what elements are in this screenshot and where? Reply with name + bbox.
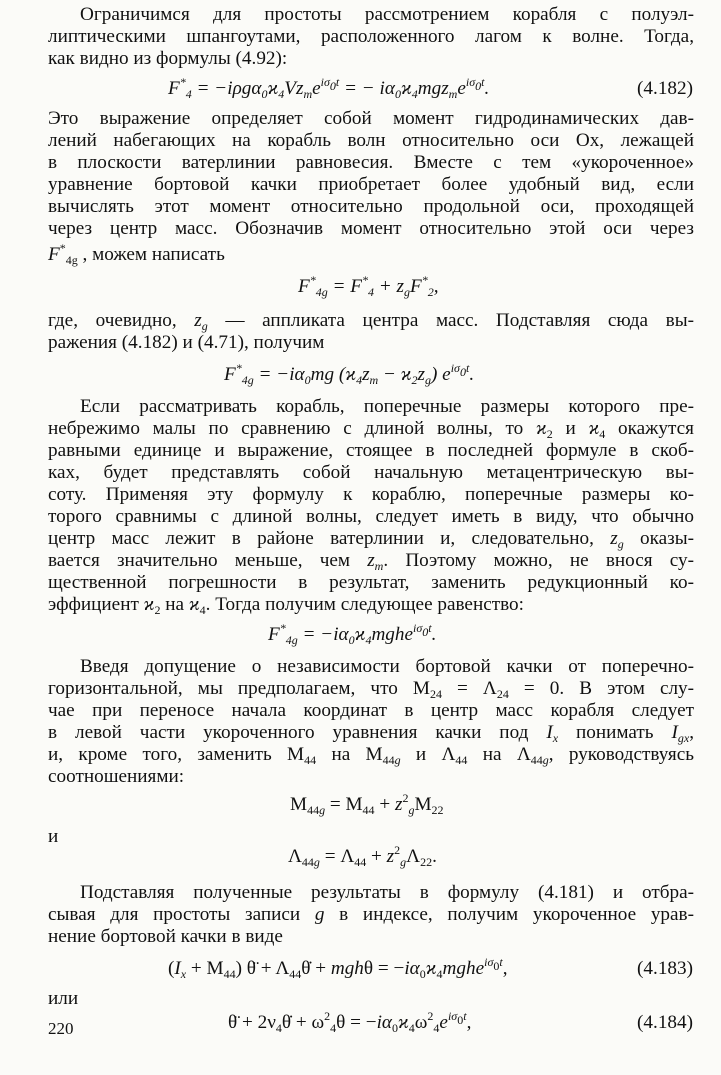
text-line: соту. Применяя эту формулу к кораблю, поперечные размеры ко-: [48, 484, 694, 505]
page-number: 220: [48, 1019, 74, 1038]
equation-number: (4.184): [637, 1012, 693, 1033]
text-line: небрежимо малы по сравнению с длиной волны, то $ϰ_2$ и $ϰ_4$ окажутся: [48, 418, 694, 441]
text-line: равными единице и выражение, стоящее в последней формуле в скоб-: [48, 440, 694, 461]
formula-m44g: $M_{44g} = M_{44} + z^2_gM_{22}$: [290, 791, 444, 817]
text-line: центр масс лежит в районе ватерлинии и, следовательно, $z_g$ оказы-: [48, 528, 694, 551]
text-line: в левой части укороченного уравнения качки под $I_x$ понимать $I_{gx}$,: [48, 722, 694, 745]
text-line: Подставляя полученные результаты в формулу (4.181) и отбра-: [80, 882, 694, 903]
text-line: соотношениями:: [48, 766, 185, 787]
text-line: вается значительно меньше, чем $z_m$. Поэтому можно, не внося су-: [48, 550, 694, 573]
formula-4-182: $F^*_4 = -i\rho g\alpha_0ϰ_4Vz_me^{i\sigma_0t}$ = − $i\alpha_0ϰ_4mgz_me^{i\sigma_0t}$.: [168, 75, 490, 101]
text-line: горизонтальной, мы предполагаем, что $M_{24} = \Lambda_{24} = 0$. В этом слу-: [48, 678, 695, 701]
text-line: ражения (4.182) и (4.71), получим: [48, 332, 325, 353]
text-line: или: [48, 988, 79, 1009]
text-line: уравнение бортовой качки приобретает более удобный вид, если: [48, 174, 694, 195]
text-line: щественной погрешности в результат, заменить редукционный ко-: [48, 572, 694, 593]
text-line: и: [48, 826, 59, 847]
text-line: торого сравнимы с длиной волны, следует иметь в виду, что обычно: [48, 506, 694, 527]
text-line: где, очевидно, $z_g$ — аппликата центра масс. Подставляя сюда вы-: [48, 310, 694, 333]
formula-lambda44g: $\Lambda_{44g} = \Lambda_{44} + z^2_g\Lambda_{22}$.: [288, 843, 437, 869]
formula-4-183: $(I_x + M_{44})$ θ̈ + $\Lambda_{44}\thetȧ + mgh\theta$ = $-i\alpha_0ϰ_4mghe^{i\sigma_0t}$,: [168, 955, 508, 981]
text-line: как видно из формулы (4.92):: [48, 48, 288, 69]
text-line: и, кроме того, заменить $M_{44}$ на $M_{44g}$ и $\Lambda_{44}$ на $\Lambda_{44g}$, руководствуясь: [48, 744, 694, 767]
text-line: Если рассматривать корабль, поперечные размеры которого пре-: [80, 396, 694, 417]
formula-f4g-sum: $F^*_{4g} = F^*_4 + z_gF^*_2$,: [298, 273, 439, 299]
formula-f4g-expanded: $F^*_{4g} = -i\alpha_0mg$ $(ϰ_4z_m - ϰ_2z_g)$ $e^{i\sigma_0t}$.: [224, 361, 475, 387]
text-line: Ограничимся для простоты рассмотрением корабля с полуэл-: [80, 4, 694, 25]
text-line: эффициент $ϰ_2$ на $ϰ_4$. Тогда получим следующее равенство:: [48, 594, 524, 617]
formula-f4g-mgh: $F^*_{4g}$ = $-i\alpha_0ϰ_4mghe^{i\sigma_0t}$.: [268, 621, 437, 647]
text-line: лений набегающих на корабль волн относительно оси Ox, лежащей: [48, 130, 694, 151]
equation-number: (4.183): [637, 958, 693, 979]
text-line: в плоскости ватерлинии равновесия. Вместе с тем «укороченное»: [48, 152, 694, 173]
text-line: липтическими шпангоутами, расположенного лагом к волне. Тогда,: [48, 26, 694, 47]
equation-number: (4.182): [637, 78, 693, 99]
text-line: сывая для простоты записи g в индексе, получим укороченное урав-: [48, 904, 694, 925]
text-line: Введя допущение о независимости бортовой качки от поперечно-: [80, 656, 694, 677]
text-line: $F^*_{4g}$ , можем написать: [48, 241, 225, 267]
text-line: через центр масс. Обозначив момент относительно этой оси через: [48, 218, 694, 239]
text-line: нение бортовой качки в виде: [48, 926, 283, 947]
text-line: ках, будет представлять собой начальную метацентрическую вы-: [48, 462, 694, 483]
formula-4-184: θ̈ + $2\nu_4\thetȧ + \omega^2_4\theta = -i\alpha_0ϰ_4\omega^2_4e^{i\sigma_0t}$,: [228, 1009, 472, 1035]
text-line: чае при переносе начала координат в центр масс корабля следует: [48, 700, 694, 721]
text-line: Это выражение определяет собой момент гидродинамических дав-: [48, 108, 694, 129]
text-line: вычислять этот момент относительно продольной оси, проходящей: [48, 196, 694, 217]
